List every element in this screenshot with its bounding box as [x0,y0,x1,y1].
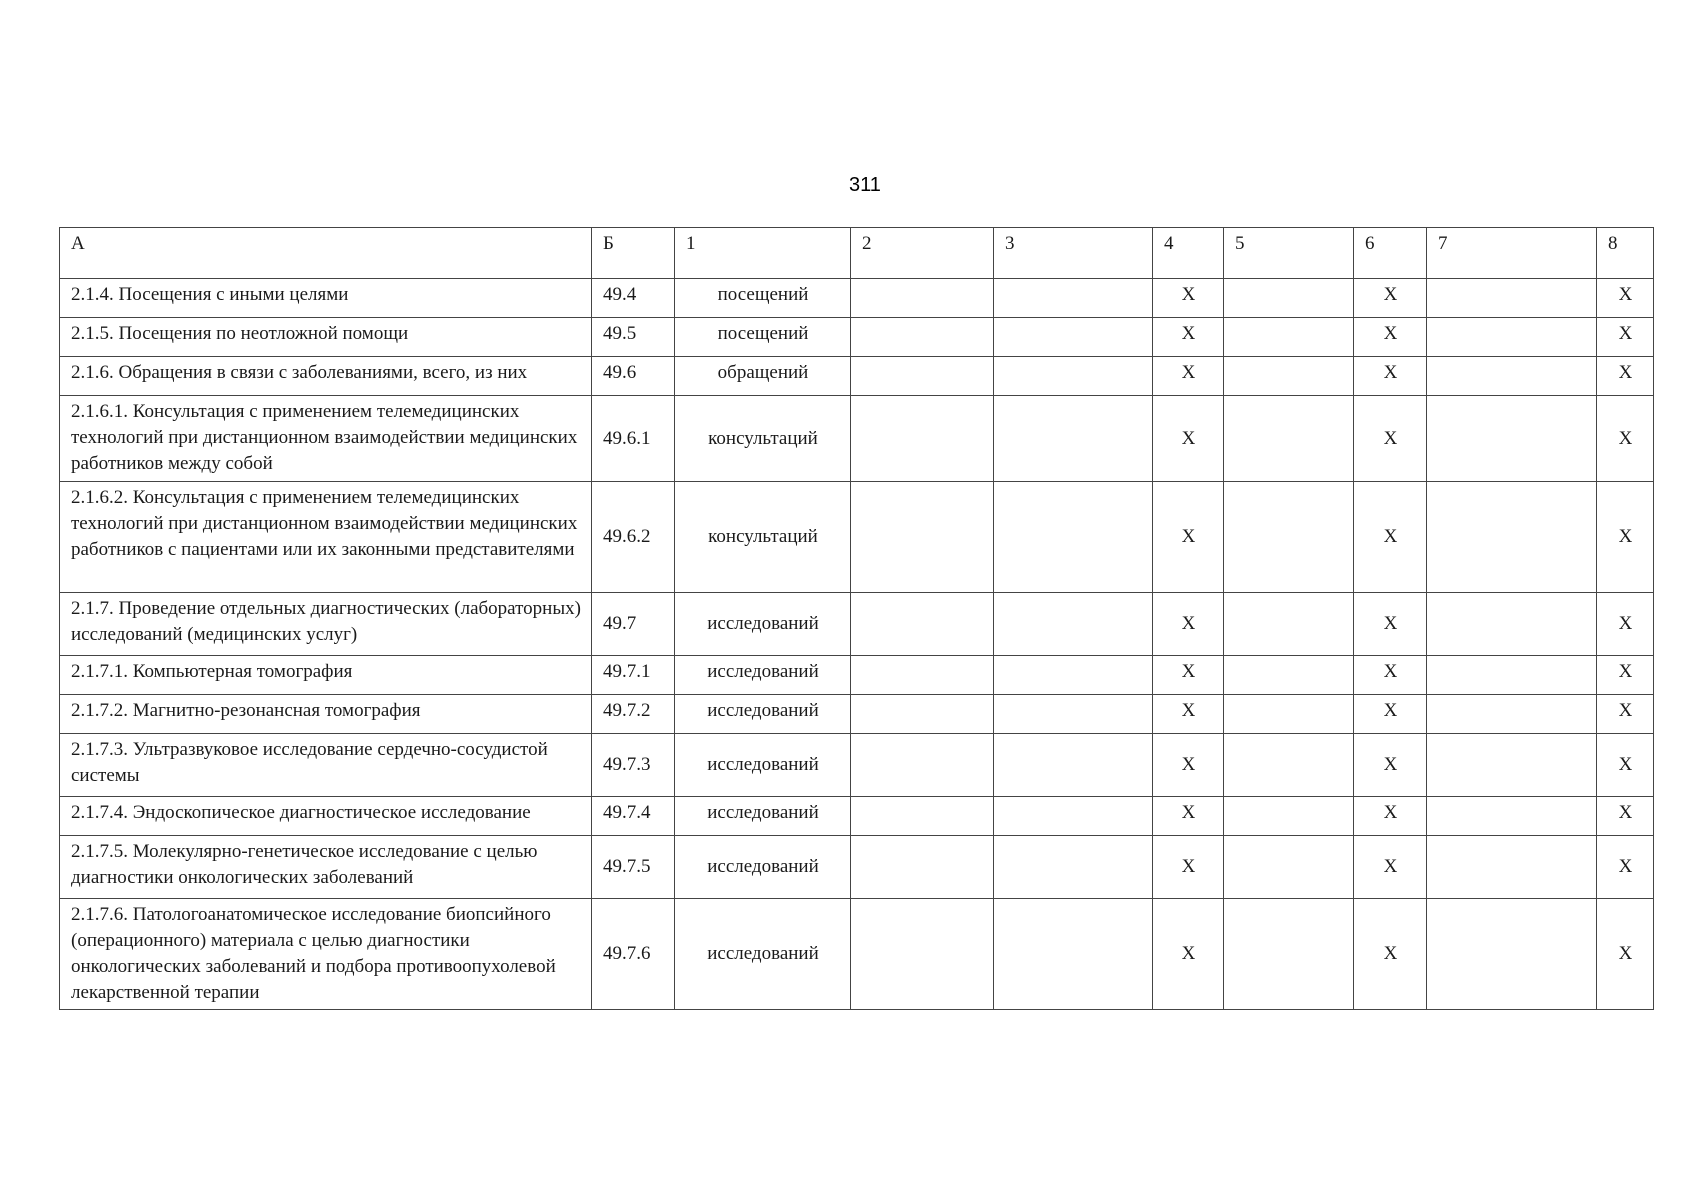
row-code-cell: 49.6.1 [592,396,675,482]
table-row [60,836,1654,899]
row-col8-cell: X [1597,396,1654,482]
row-col5-cell [1224,656,1354,695]
row-col4-cell: X [1153,695,1224,734]
row-name-cell: 2.1.6.1. Консультация с применением телемедицинских технологий при дистанционном взаимодействии медицинских работников между собой [60,396,592,482]
row-code-cell: 49.7.3 [592,734,675,797]
header-cell-6: 6 [1354,228,1427,279]
table-row [60,593,1654,656]
table-row [60,656,1654,695]
header-cell-a: А [60,228,592,279]
row-col8-cell: X [1597,318,1654,357]
row-unit-cell: посещений [675,279,851,318]
row-col6-cell: X [1354,396,1427,482]
row-col4-cell: X [1153,797,1224,836]
row-code-cell: 49.7.5 [592,836,675,899]
header-cell-3: 3 [994,228,1153,279]
row-name-cell: 2.1.6.2. Консультация с применением телемедицинских технологий при дистанционном взаимодействии медицинских работников с пациентами или их законными представителями [60,482,592,593]
row-col6-cell: X [1354,593,1427,656]
header-cell-1: 1 [675,228,851,279]
table-row [60,357,1654,396]
row-col8-cell: X [1597,279,1654,318]
row-col5-cell [1224,836,1354,899]
row-unit-cell: консультаций [675,482,851,593]
row-col8-cell: X [1597,734,1654,797]
table-row [60,279,1654,318]
row-code-cell: 49.7.4 [592,797,675,836]
row-col4-cell: X [1153,593,1224,656]
row-col7-cell [1427,836,1597,899]
row-col2-cell [851,656,994,695]
row-col6-cell: X [1354,656,1427,695]
row-col8-cell: X [1597,357,1654,396]
row-unit-cell: консультаций [675,396,851,482]
row-col5-cell [1224,899,1354,1010]
table-header-row [60,228,1654,279]
row-col2-cell [851,899,994,1010]
row-col4-cell: X [1153,396,1224,482]
row-col5-cell [1224,318,1354,357]
row-col7-cell [1427,695,1597,734]
row-unit-cell: исследований [675,593,851,656]
row-col7-cell [1427,593,1597,656]
table-row [60,318,1654,357]
row-name-cell: 2.1.4. Посещения с иными целями [60,279,592,318]
row-col7-cell [1427,734,1597,797]
row-col3-cell [994,318,1153,357]
row-code-cell: 49.7.6 [592,899,675,1010]
row-col5-cell [1224,357,1354,396]
row-col2-cell [851,279,994,318]
row-col3-cell [994,899,1153,1010]
row-col5-cell [1224,482,1354,593]
row-col7-cell [1427,797,1597,836]
row-col2-cell [851,836,994,899]
row-col5-cell [1224,396,1354,482]
row-col5-cell [1224,734,1354,797]
row-col3-cell [994,482,1153,593]
row-unit-cell: исследований [675,899,851,1010]
row-col2-cell [851,593,994,656]
row-col5-cell [1224,279,1354,318]
row-col7-cell [1427,482,1597,593]
page-number: 311 [849,174,881,196]
table-row [60,695,1654,734]
report-table [59,227,1654,1010]
header-cell-2: 2 [851,228,994,279]
row-col7-cell [1427,279,1597,318]
row-col3-cell [994,656,1153,695]
row-name-cell: 2.1.7. Проведение отдельных диагностических (лабораторных) исследований (медицинских услуг) [60,593,592,656]
header-cell-5: 5 [1224,228,1354,279]
row-name-cell: 2.1.7.3. Ультразвуковое исследование сердечно-сосудистой системы [60,734,592,797]
row-col5-cell [1224,593,1354,656]
row-unit-cell: посещений [675,318,851,357]
row-col6-cell: X [1354,279,1427,318]
row-col4-cell: X [1153,482,1224,593]
row-name-cell: 2.1.7.5. Молекулярно-генетическое исследование с целью диагностики онкологических заболеваний [60,836,592,899]
row-code-cell: 49.7.2 [592,695,675,734]
row-col2-cell [851,695,994,734]
row-col7-cell [1427,318,1597,357]
row-col4-cell: X [1153,836,1224,899]
row-col4-cell: X [1153,734,1224,797]
row-col6-cell: X [1354,836,1427,899]
row-col6-cell: X [1354,899,1427,1010]
row-unit-cell: обращений [675,357,851,396]
row-code-cell: 49.4 [592,279,675,318]
row-col3-cell [994,593,1153,656]
row-col2-cell [851,318,994,357]
row-col3-cell [994,357,1153,396]
row-col2-cell [851,482,994,593]
row-col2-cell [851,396,994,482]
header-cell-8: 8 [1597,228,1654,279]
row-code-cell: 49.7 [592,593,675,656]
table-row [60,734,1654,797]
row-col4-cell: X [1153,899,1224,1010]
table-row [60,482,1654,593]
table-row [60,396,1654,482]
row-col4-cell: X [1153,656,1224,695]
row-name-cell: 2.1.7.2. Магнитно-резонансная томография [60,695,592,734]
row-col6-cell: X [1354,797,1427,836]
row-unit-cell: исследований [675,734,851,797]
row-unit-cell: исследований [675,797,851,836]
row-code-cell: 49.5 [592,318,675,357]
row-col4-cell: X [1153,279,1224,318]
row-code-cell: 49.6 [592,357,675,396]
row-col8-cell: X [1597,797,1654,836]
row-col8-cell: X [1597,656,1654,695]
table-row [60,797,1654,836]
row-name-cell: 2.1.7.1. Компьютерная томография [60,656,592,695]
row-col7-cell [1427,396,1597,482]
row-col6-cell: X [1354,734,1427,797]
row-col6-cell: X [1354,357,1427,396]
row-name-cell: 2.1.7.4. Эндоскопическое диагностическое исследование [60,797,592,836]
row-unit-cell: исследований [675,695,851,734]
header-cell-7: 7 [1427,228,1597,279]
header-cell-4: 4 [1153,228,1224,279]
table-row [60,899,1654,1010]
row-col8-cell: X [1597,899,1654,1010]
row-col3-cell [994,695,1153,734]
row-col3-cell [994,797,1153,836]
row-col7-cell [1427,656,1597,695]
row-unit-cell: исследований [675,656,851,695]
row-code-cell: 49.6.2 [592,482,675,593]
row-col8-cell: X [1597,695,1654,734]
row-col3-cell [994,396,1153,482]
row-col8-cell: X [1597,593,1654,656]
row-col2-cell [851,734,994,797]
row-name-cell: 2.1.6. Обращения в связи с заболеваниями, всего, из них [60,357,592,396]
row-col7-cell [1427,357,1597,396]
row-col4-cell: X [1153,318,1224,357]
row-name-cell: 2.1.5. Посещения по неотложной помощи [60,318,592,357]
row-unit-cell: исследований [675,836,851,899]
header-cell-b: Б [592,228,675,279]
row-col5-cell [1224,695,1354,734]
row-col8-cell: X [1597,482,1654,593]
row-col4-cell: X [1153,357,1224,396]
row-col6-cell: X [1354,318,1427,357]
row-col2-cell [851,357,994,396]
row-code-cell: 49.7.1 [592,656,675,695]
row-col8-cell: X [1597,836,1654,899]
row-col5-cell [1224,797,1354,836]
row-col3-cell [994,734,1153,797]
row-col6-cell: X [1354,482,1427,593]
row-col3-cell [994,836,1153,899]
row-col2-cell [851,797,994,836]
row-col3-cell [994,279,1153,318]
row-col6-cell: X [1354,695,1427,734]
row-name-cell: 2.1.7.6. Патологоанатомическое исследование биопсийного (операционного) материала с целью диагностики онкологических заболеваний и подбора противоопухолевой лекарственной терапии [60,899,592,1010]
row-col7-cell [1427,899,1597,1010]
